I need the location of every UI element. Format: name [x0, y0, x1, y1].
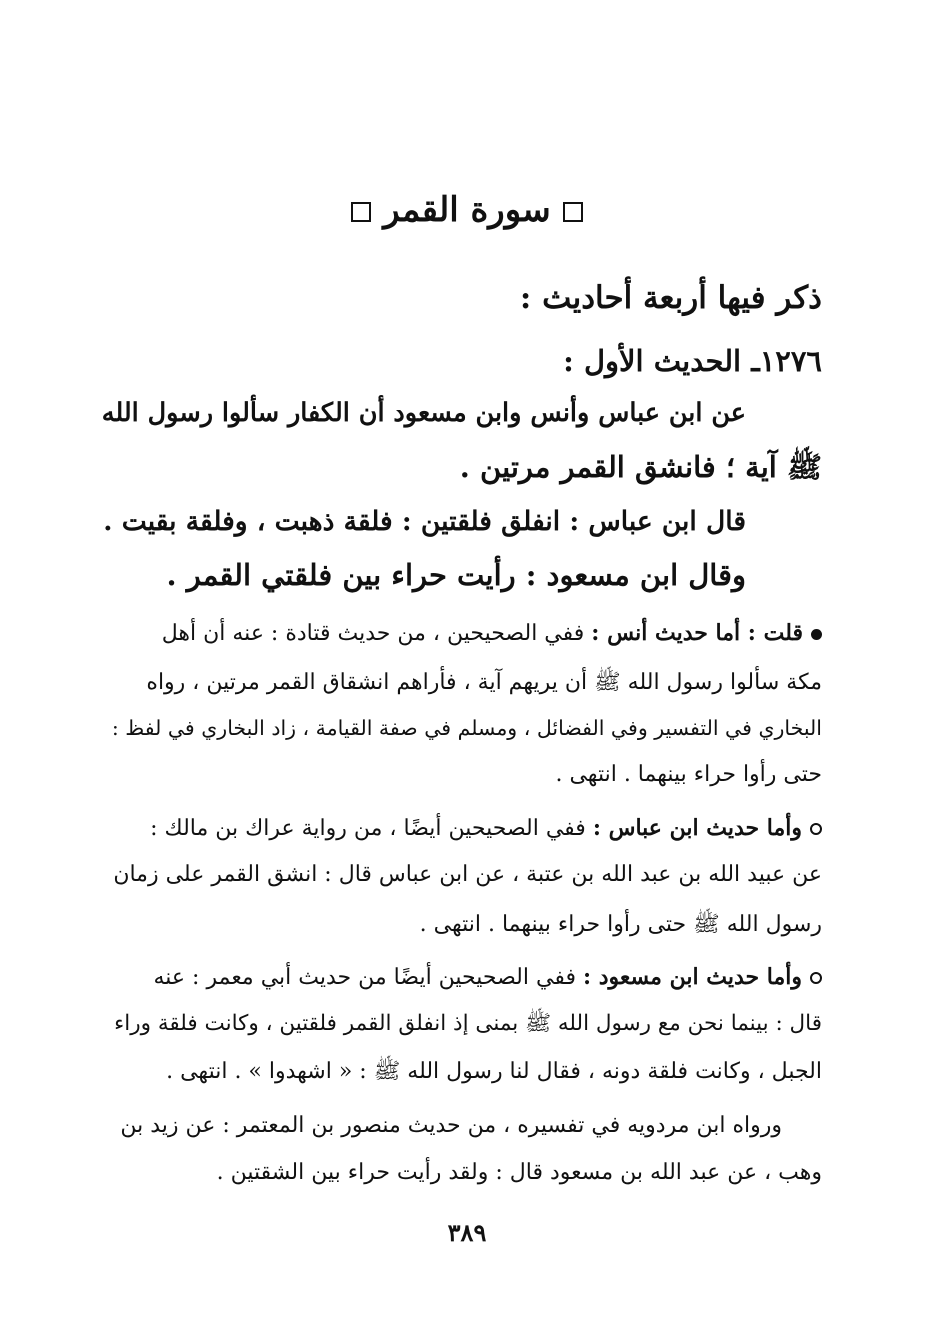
hadith-text-line: قال ابن عباس : انفلق فلقتين : فلقة ذهبت ، وفلقة بقيت .	[103, 506, 746, 537]
commentary-line	[150, 815, 822, 841]
commentary-text: ففي الصحيحين أيضًا ، من رواية عراك بن مالك :	[150, 816, 586, 841]
commentary-lead: وأما حديث ابن عباس :	[592, 815, 802, 841]
hadith-text-line: ﷺ آية ؛ فانشق القمر مرتين .	[459, 450, 822, 484]
surah-title: سورة القمر	[383, 190, 551, 230]
commentary-line: مكة سألوا رسول الله ﷺ أن يريهم آية ، فأراهم انشقاق القمر مرتين ، رواه	[146, 670, 822, 695]
bullet-icon	[811, 629, 822, 640]
commentary-lead: وأما حديث ابن مسعود :	[582, 964, 802, 990]
commentary-text: ففي الصحيحين أيضًا من حديث أبي معمر : عنه	[153, 965, 576, 990]
commentary-line: حتى رأوا حراء بينهما . انتهى .	[555, 762, 822, 787]
commentary-line: عن عبيد الله بن عبد الله بن عتبة ، عن ابن عباس قال : انشق القمر على زمان	[113, 862, 822, 887]
commentary-line: رسول الله ﷺ حتى رأوا حراء بينهما . انتهى .	[419, 912, 822, 937]
commentary-line: ورواه ابن مردويه في تفسيره ، من حديث منصور بن المعتمر : عن زيد بن	[120, 1113, 782, 1138]
circle-marker-icon	[810, 823, 822, 835]
commentary-line: البخاري في التفسير وفي الفضائل ، ومسلم في صفة القيامة ، زاد البخاري في لفظ :	[111, 716, 822, 740]
commentary-line	[162, 620, 822, 646]
square-ornament-icon	[563, 202, 583, 222]
commentary-text: ففي الصحيحين ، من حديث قتادة : عنه أن أهل	[161, 621, 585, 646]
commentary-line: الجبل ، وكانت فلقة دونه ، فقال لنا رسول الله ﷺ : « اشهدوا » . انتهى .	[166, 1059, 822, 1084]
circle-marker-icon	[810, 972, 822, 984]
commentary-line	[154, 964, 823, 990]
commentary-line: وهب ، عن عبد الله بن مسعود قال : ولقد رأيت حراء بين الشقتين .	[216, 1160, 822, 1185]
surah-title-row	[0, 188, 934, 232]
hadith-text-line: وقال ابن مسعود : رأيت حراء بين فلقتي القمر .	[166, 558, 746, 592]
page-number: ٣٨٩	[447, 1218, 487, 1247]
intro-heading: ذكر فيها أربعة أحاديث :	[519, 280, 822, 316]
hadith-number-heading: ١٢٧٦ـ الحديث الأول :	[563, 344, 822, 378]
square-ornament-icon	[351, 202, 371, 222]
commentary-line: قال : بينما نحن مع رسول الله ﷺ بمنى إذ انفلق القمر فلقتين ، وكانت فلقة وراء	[114, 1011, 822, 1036]
hadith-text-line: عن ابن عباس وأنس وابن مسعود أن الكفار سألوا رسول الله	[101, 398, 746, 428]
commentary-lead: قلت : أما حديث أنس :	[591, 620, 803, 646]
